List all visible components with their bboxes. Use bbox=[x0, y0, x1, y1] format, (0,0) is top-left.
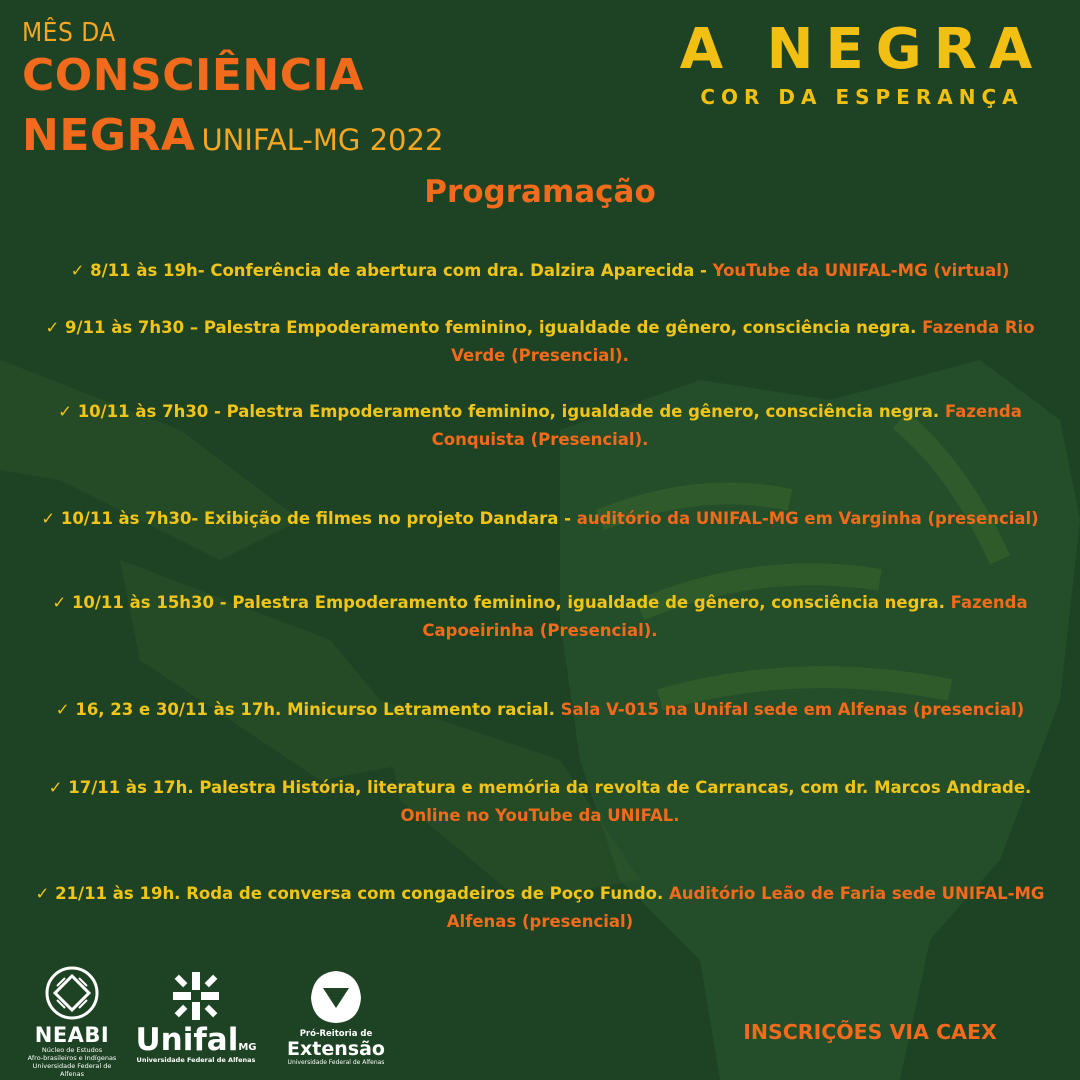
program-item-text: ✓ 10/11 às 15h30 - Palestra Empoderamento feminino, igualdade de gênero, consciência negra. bbox=[52, 593, 951, 612]
event-title-block bbox=[22, 18, 443, 161]
unifal-sub: Universidade Federal de Alfenas bbox=[136, 1056, 256, 1064]
proex-sub: Universidade Federal de Alfenas bbox=[287, 1059, 385, 1066]
program-item-location: Fazenda Rio Verde (Presencial). bbox=[451, 318, 1035, 365]
unifal-emblem-icon bbox=[169, 972, 223, 1020]
campaign-logo bbox=[668, 18, 1056, 110]
neabi-sub-3: Universidade Federal de Alfenas bbox=[32, 1062, 112, 1078]
proex-name-1: Pró-Reitoria de bbox=[299, 1029, 373, 1039]
unifal-wordmark bbox=[134, 1024, 258, 1056]
program-item-7 bbox=[20, 774, 1060, 830]
neabi-name: NEABI bbox=[34, 1023, 110, 1047]
registration-cta: INSCRIÇÕES VIA CAEX bbox=[743, 1020, 997, 1044]
program-item-text: ✓ 8/11 às 19h- Conferência de abertura com dra. Dalzira Aparecida - bbox=[70, 261, 713, 280]
neabi-logo bbox=[22, 966, 122, 1078]
program-item-location: Auditório Leão de Faria sede UNIFAL-MG Alfenas (presencial) bbox=[446, 884, 1045, 931]
program-title: Programação bbox=[424, 174, 656, 210]
program-item-text: ✓ 9/11 às 7h30 – Palestra Empoderamento feminino, igualdade de gênero, consciência negra. bbox=[45, 318, 923, 337]
program-item-location: Online no YouTube da UNIFAL. bbox=[400, 806, 680, 825]
program-item-text: ✓ 10/11 às 7h30 - Palestra Empoderamento feminino, igualdade de gênero, consciência negra. bbox=[58, 402, 945, 421]
program-item-location: Sala V-015 na Unifal sede em Alfenas (presencial) bbox=[560, 700, 1025, 719]
event-title-year: UNIFAL-MG 2022 bbox=[201, 123, 444, 157]
event-title-line-3 bbox=[22, 110, 443, 161]
campaign-title: A NEGRA bbox=[679, 17, 1045, 82]
program-item-text: ✓ 21/11 às 19h. Roda de conversa com congadeiros de Poço Fundo. bbox=[35, 884, 670, 903]
neabi-sub-2: Afro-brasileiros e Indígenas bbox=[27, 1054, 117, 1062]
unifal-logo bbox=[134, 972, 258, 1064]
program-item-text: ✓ 17/11 às 17h. Palestra História, literatura e memória da revolta de Carrancas, com dr. Marcos Andrade. bbox=[48, 778, 1032, 797]
neabi-emblem-icon bbox=[45, 966, 99, 1020]
program-item-6 bbox=[20, 696, 1060, 724]
proex-logo bbox=[282, 968, 390, 1067]
campaign-subtitle: COR DA ESPERANÇA bbox=[700, 85, 1024, 109]
neabi-sub-1: Núcleo de Estudos bbox=[41, 1046, 103, 1054]
program-item-3 bbox=[20, 398, 1060, 454]
proex-emblem-icon bbox=[307, 968, 365, 1026]
proex-name-2: Extensão bbox=[287, 1038, 385, 1060]
program-item-location: Fazenda Conquista (Presencial). bbox=[431, 402, 1022, 449]
event-title-negra: NEGRA bbox=[22, 110, 196, 161]
program-item-1 bbox=[20, 257, 1060, 285]
program-item-8 bbox=[20, 880, 1060, 936]
program-item-4 bbox=[20, 505, 1060, 533]
unifal-mg: MG bbox=[238, 1042, 257, 1053]
unifal-name: Unifal bbox=[135, 1022, 239, 1058]
program-item-location: YouTube da UNIFAL-MG (virtual) bbox=[712, 261, 1010, 280]
event-title-line-2: CONSCIÊNCIA bbox=[22, 50, 364, 101]
program-item-location: auditório da UNIFAL-MG em Varginha (presencial) bbox=[576, 509, 1039, 528]
program-item-text: ✓ 16, 23 e 30/11 às 17h. Minicurso Letramento racial. bbox=[55, 700, 561, 719]
event-title-line-1: MÊS DA bbox=[22, 18, 116, 48]
program-item-location: Fazenda Capoeirinha (Presencial). bbox=[422, 593, 1028, 640]
program-item-text: ✓ 10/11 às 7h30- Exibição de filmes no projeto Dandara - bbox=[41, 509, 577, 528]
program-item-2 bbox=[20, 314, 1060, 370]
program-item-5 bbox=[20, 589, 1060, 645]
